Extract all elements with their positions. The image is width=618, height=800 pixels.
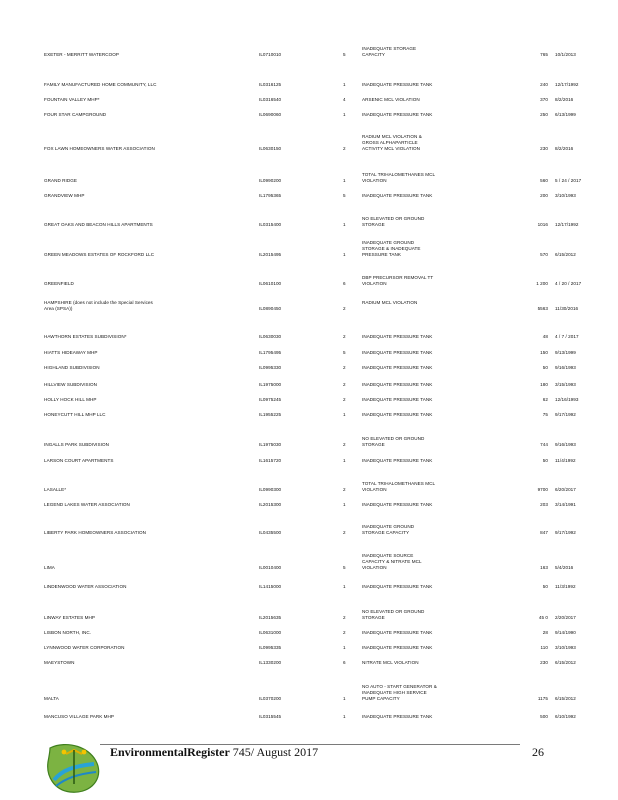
population-served: 110	[540, 645, 548, 650]
population-served: 230	[540, 660, 548, 665]
population-served: 1016	[537, 222, 548, 228]
system-name-line: Area (SPSA))	[44, 306, 73, 312]
system-name: FOUNTAIN VALLEY MHP*	[44, 97, 100, 102]
priority-number: 2	[343, 334, 346, 339]
violation-line: NO AUTO - START GENERATOR &	[362, 684, 437, 689]
table-row	[0, 714, 618, 720]
population-served: 230	[540, 146, 548, 152]
violation-line: STORAGE	[362, 222, 385, 228]
violation-line: INADEQUATE PRESSURE TANK	[362, 412, 433, 417]
priority-number: 6	[343, 660, 346, 665]
violation-date: 6/20/2017	[555, 487, 576, 493]
population-served: 180	[540, 382, 548, 387]
violation-line: INADEQUATE STORAGE	[362, 46, 417, 51]
table-row	[0, 645, 618, 651]
table-row	[0, 365, 618, 371]
facility-id: IL0435500	[259, 530, 282, 536]
footer-title-register: Register	[187, 745, 230, 759]
violation-line: INADEQUATE GROUND	[362, 524, 415, 529]
priority-number: 4	[343, 97, 346, 102]
priority-number: 2	[343, 615, 346, 621]
priority-number: 2	[343, 397, 346, 402]
violation-line: INADEQUATE PRESSURE TANK	[362, 350, 433, 355]
violation-description	[362, 216, 512, 228]
violation-date: 11/4/1992	[555, 458, 576, 463]
table-row	[0, 412, 618, 418]
violation-line: GROSS ALPHAPARTICLE	[362, 140, 418, 146]
violation-description	[362, 134, 512, 153]
violation-description	[362, 684, 512, 703]
violation-line: INADEQUATE PRESSURE TANK	[362, 382, 433, 387]
population-served: 45 0	[538, 615, 548, 621]
facility-id: IL1795495	[259, 350, 282, 355]
priority-number: 1	[343, 714, 346, 719]
population-served: 200	[540, 193, 548, 198]
system-name-line: HAMPSHIRE (does not include the Special Services	[44, 300, 153, 305]
page-number: 26	[532, 745, 544, 759]
violation-line: INADEQUATE PRESSURE TANK	[362, 334, 433, 339]
facility-id: IL0890450	[259, 306, 282, 312]
violation-line: NO ELEVATED OR GROUND	[362, 216, 425, 221]
priority-number: 5	[343, 193, 346, 198]
table-row	[0, 240, 618, 259]
facility-id: IL0690060	[259, 112, 282, 117]
priority-number: 1	[343, 645, 346, 650]
system-name: LINDENWOOD WATER ASSOCIATION	[44, 584, 127, 589]
system-name: HILLVIEW SUBDIVISION	[44, 382, 97, 387]
page-footer	[0, 738, 618, 800]
violation-line: VIOLATION	[362, 178, 387, 184]
table-row	[0, 584, 618, 590]
system-name: GREEN MEADOWS ESTATES OF ROCKFORD LLC	[44, 252, 155, 258]
violation-line: VIOLATION	[362, 565, 387, 571]
violation-line: ACTIVITY MCL VIOLATION	[362, 146, 420, 152]
violation-date: 3/10/1993	[555, 193, 576, 198]
population-served: 1 200	[536, 281, 548, 287]
table-row	[0, 397, 618, 403]
violation-line: INADEQUATE PRESSURE TANK	[362, 82, 433, 87]
facility-id: IL0315545	[259, 714, 282, 719]
violation-date: 9/17/1992	[555, 412, 576, 417]
violation-description	[362, 502, 512, 508]
population-served: 9700	[537, 487, 548, 493]
system-name: GREENFIELD	[44, 281, 74, 287]
violation-description	[362, 97, 512, 103]
population-served: 765	[540, 52, 548, 58]
violation-date: 9/13/1999	[555, 350, 576, 355]
violation-description	[362, 382, 512, 388]
violation-date: 5/4/2016	[555, 565, 574, 571]
violation-description	[362, 412, 512, 418]
priority-number: 1	[343, 252, 346, 258]
priority-number: 5	[343, 565, 346, 571]
violation-line: CAPACITY & NITRATE MCL	[362, 559, 422, 565]
population-served: 50	[542, 365, 548, 370]
violation-date: 9/14/1990	[555, 630, 576, 635]
priority-number: 1	[343, 696, 346, 702]
population-served: 50	[542, 458, 548, 463]
priority-number: 2	[343, 530, 346, 536]
violation-line: DBP PRECURSOR REMOVAL TT	[362, 275, 434, 280]
population-served: 370	[540, 97, 548, 102]
table-row	[0, 97, 618, 103]
table-row	[0, 216, 618, 228]
violation-line: ARSENIC MCL VIOLATION	[362, 97, 420, 102]
table-row	[0, 660, 618, 666]
violation-line: RADIUM MCL VIOLATION	[362, 300, 418, 305]
violation-line: VIOLATION	[362, 281, 387, 287]
violation-line: NITRATE MCL VIOLATION	[362, 660, 419, 665]
system-name: LEGEND LAKES WATER ASSOCIATION	[44, 502, 130, 507]
table-row	[0, 684, 618, 703]
violation-line: STORAGE & INADEQUATE	[362, 246, 421, 252]
violation-line: NO ELEVATED OR GROUND	[362, 609, 425, 614]
table-row	[0, 172, 618, 184]
facility-id: IL1795365	[259, 193, 282, 198]
facility-id: IL1975030	[259, 442, 282, 448]
violation-description	[362, 660, 512, 666]
priority-number: 5	[343, 350, 346, 355]
table-row	[0, 193, 618, 199]
facility-id: IL0631000	[259, 630, 282, 635]
population-served: 163	[540, 565, 548, 571]
violation-date: 10/1/2013	[555, 52, 576, 58]
system-name: LASALLE*	[44, 487, 67, 493]
violation-description	[362, 300, 512, 306]
system-name: HOLLY HOCK HILL MHP	[44, 397, 97, 402]
population-served: 50	[542, 584, 548, 589]
violation-date: 6/15/2012	[555, 252, 576, 258]
facility-id: IL1330200	[259, 660, 282, 665]
violation-line: CAPACITY	[362, 52, 386, 58]
facility-id: IL0975245	[259, 397, 282, 402]
priority-number: 5	[343, 52, 346, 58]
violation-line: INADEQUATE PRESSURE TANK	[362, 584, 433, 589]
facility-id: IL0316540	[259, 97, 282, 102]
priority-number: 1	[343, 584, 346, 589]
system-name: LARSON COURT APARTMENTS	[44, 458, 114, 463]
table-row	[0, 553, 618, 572]
population-served: 28	[542, 630, 548, 635]
violation-line: VIOLATION	[362, 487, 387, 493]
violation-line: STORAGE	[362, 442, 385, 448]
system-name: MAEYSTOWN	[44, 660, 75, 665]
table-row	[0, 458, 618, 464]
facility-id: IL2015495	[259, 252, 282, 258]
facility-id: IL1415000	[259, 584, 282, 589]
population-served: 150	[540, 350, 548, 355]
system-name: MANCUSO VILLAGE PARK MHP	[44, 714, 115, 719]
priority-number: 2	[343, 365, 346, 370]
violation-description	[362, 630, 512, 636]
violation-description	[362, 481, 512, 493]
population-served: 5563	[537, 306, 548, 312]
population-served: 847	[540, 530, 548, 536]
population-served: 75	[542, 412, 548, 417]
violation-description	[362, 172, 512, 184]
violation-description	[362, 553, 512, 572]
system-name: FOUR STAR CAMPGROUND	[44, 112, 107, 117]
table-row	[0, 502, 618, 508]
table-row	[0, 609, 618, 621]
violation-date: 2/20/2017	[555, 615, 576, 621]
system-name: HIATTS HIDEAWAY MHP	[44, 350, 98, 355]
violation-line: INADEQUATE HIGH SERVICE	[362, 690, 427, 696]
population-served: 203	[540, 502, 548, 507]
facility-id: IL0630150	[259, 146, 282, 152]
violation-date: 9/16/1993	[555, 365, 576, 370]
violation-date: 12/16/1993	[555, 397, 579, 402]
facility-id: IL0990300	[259, 487, 282, 493]
table-row	[0, 481, 618, 493]
violation-line: NO ELEVATED OR GROUND	[362, 436, 425, 441]
table-row	[0, 82, 618, 88]
violation-line: PUMP CAPACITY	[362, 696, 400, 702]
system-name: GRANDVIEW MHP	[44, 193, 85, 198]
violation-date: 3/15/1993	[555, 382, 576, 387]
facility-id: IL0995330	[259, 365, 282, 370]
facility-id: IL0610100	[259, 281, 282, 287]
violation-description	[362, 112, 512, 118]
violation-date: 3/14/1991	[555, 502, 576, 507]
population-served: 744	[540, 442, 548, 448]
violation-line: INADEQUATE SOURCE	[362, 553, 414, 558]
system-name: FAMILY MANUFACTURED HOME COMMUNITY, LLC	[44, 82, 157, 87]
violation-date: 6/15/2012	[555, 660, 576, 665]
table-row	[0, 334, 618, 340]
system-name: LYNNWOOD WATER CORPORATION	[44, 645, 125, 650]
priority-number: 1	[343, 112, 346, 117]
violation-description	[362, 365, 512, 371]
priority-number: 1	[343, 502, 346, 507]
violation-line: TOTAL TRIHALOMETHANES MCL	[362, 481, 436, 486]
violation-description	[362, 46, 512, 58]
violation-date: 11/3/1992	[555, 584, 576, 589]
system-name: MALTA	[44, 696, 59, 702]
violation-line: INADEQUATE PRESSURE TANK	[362, 645, 433, 650]
priority-number: 1	[343, 412, 346, 417]
table-row	[0, 436, 618, 448]
facility-id: IL0630030	[259, 334, 282, 339]
leaf-logo-icon	[44, 740, 106, 796]
facility-id: IL1615720	[259, 458, 282, 463]
table-row	[0, 112, 618, 118]
footer-title	[110, 745, 318, 760]
violation-description	[362, 240, 512, 259]
priority-number: 2	[343, 487, 346, 493]
system-name: INGALLS PARK SUBDIVISION	[44, 442, 109, 448]
violation-description	[362, 397, 512, 403]
violation-date: 6/13/1999	[555, 112, 576, 117]
priority-number: 2	[343, 630, 346, 635]
facility-id: IL0710010	[259, 52, 282, 58]
system-name: LIBERTY PARK HOMEOWNERS ASSOCIATION	[44, 530, 146, 536]
violation-description	[362, 193, 512, 199]
violation-description	[362, 334, 512, 340]
facility-id: IL0990200	[259, 178, 282, 184]
facility-id: IL0995335	[259, 645, 282, 650]
system-name: FOX LAWN HOMEOWNERS WATER ASSOCIATION	[44, 146, 155, 152]
population-served: 1175	[537, 696, 548, 702]
violation-line: RADIUM MCL VIOLATION &	[362, 134, 422, 139]
table-row	[0, 300, 618, 312]
facility-id: IL0315400	[259, 222, 282, 228]
violation-line: STORAGE CAPACITY	[362, 530, 410, 536]
violation-line: STORAGE	[362, 615, 385, 621]
priority-number: 2	[343, 146, 346, 152]
priority-number: 1	[343, 82, 346, 87]
table-row	[0, 524, 618, 536]
violation-date: 4 / 20 / 2017	[555, 281, 582, 287]
population-served: 560	[540, 178, 548, 184]
violation-date: 12/17/1992	[555, 222, 579, 228]
priority-number: 2	[343, 382, 346, 387]
violation-date: 6/15/2012	[555, 696, 576, 702]
violation-description	[362, 609, 512, 621]
system-name: LISBON NORTH, INC.	[44, 630, 92, 635]
facility-id: IL1955225	[259, 412, 282, 417]
priority-number: 1	[343, 458, 346, 463]
violation-description	[362, 584, 512, 590]
table-row	[0, 630, 618, 636]
population-served: 240	[540, 82, 548, 87]
violation-description	[362, 645, 512, 651]
system-name: HONEYCUTT HILL MHP LLC	[44, 412, 106, 417]
violation-line: INADEQUATE PRESSURE TANK	[362, 112, 433, 117]
violation-date: 8/2/2016	[555, 146, 574, 152]
violation-line: PRESSURE TANK	[362, 252, 402, 258]
violation-description	[362, 524, 512, 536]
facility-id: IL1975000	[259, 382, 282, 387]
violation-description	[362, 714, 512, 720]
violation-date: 9/16/1993	[555, 442, 576, 448]
facility-id: IL0316125	[259, 82, 282, 87]
violation-date: 11/30/2016	[555, 306, 579, 312]
violation-description	[362, 436, 512, 448]
footer-title-environmental: Environmental	[110, 745, 188, 759]
violation-date: 9/17/1992	[555, 530, 576, 536]
table-row	[0, 382, 618, 388]
violation-line: INADEQUATE PRESSURE TANK	[362, 193, 433, 198]
violation-description	[362, 82, 512, 88]
population-served: 48	[542, 334, 548, 339]
footer-issue: 745/ August 2017	[232, 745, 319, 759]
violation-date: 3/10/1993	[555, 645, 576, 650]
facility-id: IL2015635	[259, 615, 282, 621]
violation-date: 4 / 7 / 2017	[555, 334, 579, 339]
violation-date: 8/2/2016	[555, 97, 574, 102]
violation-date: 6/10/1992	[555, 714, 576, 719]
facility-id: IL2015300	[259, 502, 282, 507]
violation-description	[362, 275, 512, 287]
population-served: 570	[540, 252, 548, 258]
table-row	[0, 46, 618, 58]
violation-line: INADEQUATE PRESSURE TANK	[362, 365, 433, 370]
system-name: HAWTHORN ESTATES SUBDIVISION*	[44, 334, 127, 339]
violation-line: TOTAL TRIHALOMETHANES MCL	[362, 172, 436, 177]
priority-number: 6	[343, 281, 346, 287]
priority-number: 1	[343, 222, 346, 228]
violation-date: 5 / 24 / 2017	[555, 178, 582, 184]
violation-description	[362, 350, 512, 356]
system-name: LIMA	[44, 565, 55, 571]
system-name: GRAND RIDGE	[44, 178, 77, 184]
system-name: LINWAY ESTATES MHP	[44, 615, 95, 621]
population-served: 500	[540, 714, 548, 719]
system-name: HIGHLAND SUBDIVISION	[44, 365, 100, 370]
violation-line: INADEQUATE GROUND	[362, 240, 415, 245]
table-row	[0, 275, 618, 287]
violation-line: INADEQUATE PRESSURE TANK	[362, 397, 433, 402]
priority-number: 1	[343, 178, 346, 184]
priority-number: 2	[343, 442, 346, 448]
table-row	[0, 134, 618, 153]
violation-line: INADEQUATE PRESSURE TANK	[362, 502, 433, 507]
system-name: EXETER - MERRITT WATERCOOP	[44, 52, 119, 58]
violation-line: INADEQUATE PRESSURE TANK	[362, 714, 433, 719]
table-row	[0, 350, 618, 356]
violation-description	[362, 458, 512, 464]
violation-line: INADEQUATE PRESSURE TANK	[362, 458, 433, 463]
population-served: 62	[542, 397, 548, 402]
facility-id: IL0010400	[259, 565, 282, 571]
violation-date: 12/17/1992	[555, 82, 579, 87]
violation-line: INADEQUATE PRESSURE TANK	[362, 630, 433, 635]
system-name: GREAT OAKS AND BEACON HILLS APARTMENTS	[44, 222, 153, 228]
facility-id: IL0370200	[259, 696, 282, 702]
population-served: 250	[540, 112, 548, 117]
priority-number: 2	[343, 306, 346, 312]
system-name	[44, 300, 153, 312]
